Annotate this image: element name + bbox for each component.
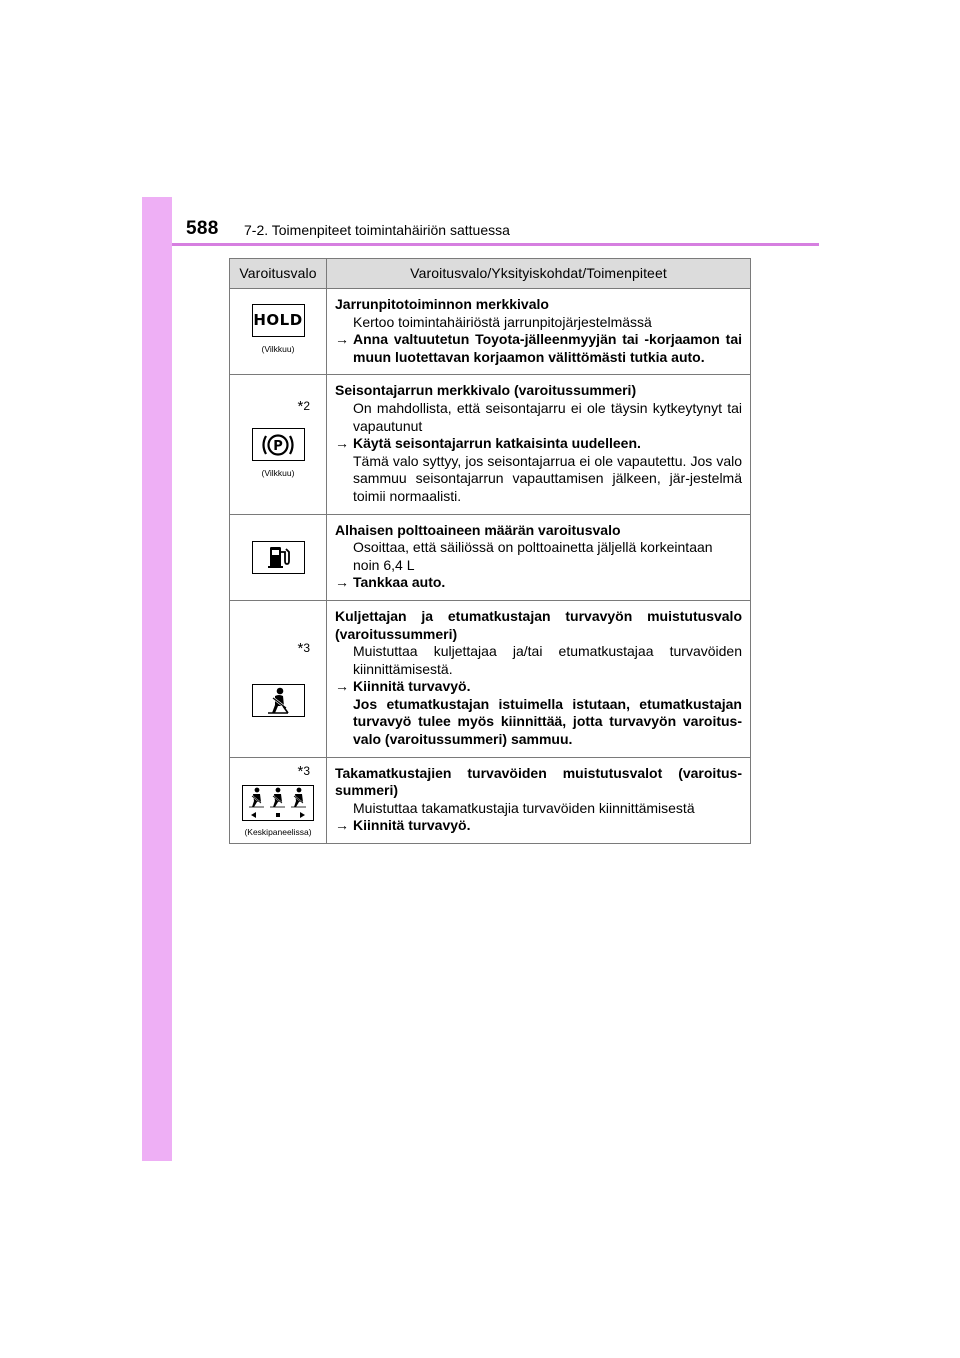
icon-label: (Vilkkuu) [261,468,295,479]
light-action: → Tankkaa auto. [335,574,446,591]
description-cell [327,289,751,375]
icon-cell [230,757,327,843]
description-cell [327,757,751,843]
warning-light-table [229,258,751,844]
description-cell [327,514,751,600]
icon-cell [230,289,327,375]
arrow-icon: → [335,435,349,452]
light-title: Alhaisen polttoaineen määrän varoitusvalo [335,521,621,538]
description-cell [327,375,751,514]
footnote-marker: *3 [297,762,310,780]
footnote-marker: *3 [297,639,310,657]
hold-icon [252,304,305,337]
arrow-icon: → [335,678,349,695]
column-header-details: Varoitusvalo/Yksityiskohdat/Toimenpiteet [327,259,751,289]
icon-label: (Keskipaneelissa) [244,826,312,837]
light-description: Muistuttaa kuljettajaa ja/tai etumatkustajaa turvavöiden kiinnittämisestä. [353,643,742,677]
icon-cell [230,600,327,757]
section-title: 7-2. Toimenpiteet toimintahäiriön sattuessa [244,222,510,238]
arrow-icon: → [335,574,349,591]
table-row [230,757,751,843]
seatbelt-icon [252,684,305,717]
table-row [230,514,751,600]
table-header-row [230,259,751,289]
column-header-light: Varoitusvalo [230,259,327,289]
footnote-marker: *2 [297,398,310,416]
arrow-icon: → [335,817,349,834]
light-title: Takamatkustajien turvavöiden muistutusvalot (varoitus-summeri) [335,764,742,799]
svg-text:P: P [273,438,283,454]
light-description: On mahdollista, että seisontajarru ei ole täysin kytkeytynyt tai vapautunut [353,399,742,434]
light-description: Osoittaa, että säiliössä on polttoainetta jäljellä korkeintaan noin 6,4 L [353,539,713,573]
light-action: → Kiinnitä turvavyö. [335,678,471,695]
parking-brake-icon [252,428,305,461]
icon-cell [230,514,327,600]
light-title: Seisontajarrun merkkivalo (varoitussummeri) [335,382,637,399]
rear-seatbelts-icon [242,785,314,821]
light-title: Jarrunpitotoiminnon merkkivalo [335,296,549,312]
table-row [230,375,751,514]
light-action: → Käytä seisontajarrun katkaisinta uudelleen. [335,435,641,452]
description-cell [327,600,751,757]
icon-cell [230,375,327,514]
light-action: → Kiinnitä turvavyö. [335,817,471,834]
light-action: → Anna valtuutetun Toyota-jälleenmyyjän tai -korjaamon tai muun luotettavan korjaamon välittömästi tutkia auto. [335,331,742,365]
light-note: Tämä valo syttyy, jos seisontajarrua ei ole vapautettu. Jos valo sammuu seisontajarrun vapauttamisen jälkeen, jär-jestelmä toimii normaalisti. [353,452,742,504]
arrow-icon: → [335,331,349,348]
chapter-side-tab [142,197,172,1161]
light-description: Muistuttaa takamatkustajia turvavöiden kiinnittämisestä [353,799,695,816]
light-action-note: Jos etumatkustajan istuimella istutaan, etumatkustajan turvavyö tulee myös kiinnittää, jotta turvavyön varoitus-valo (varoitussummeri) sammuu. [353,695,742,748]
page-number: 588 [186,218,219,239]
header-divider [172,243,819,246]
table-row [230,289,751,375]
hold-icon-text: HOLD [253,311,303,330]
icon-label: (Vilkkuu) [261,344,295,355]
fuel-pump-icon [252,541,305,574]
light-description: Kertoo toimintahäiriöstä jarrunpitojärjestelmässä [353,313,652,330]
table-row [230,600,751,757]
light-title: Kuljettajan ja etumatkustajan turvavyön muistutusvalo (varoitussummeri) [335,607,742,642]
